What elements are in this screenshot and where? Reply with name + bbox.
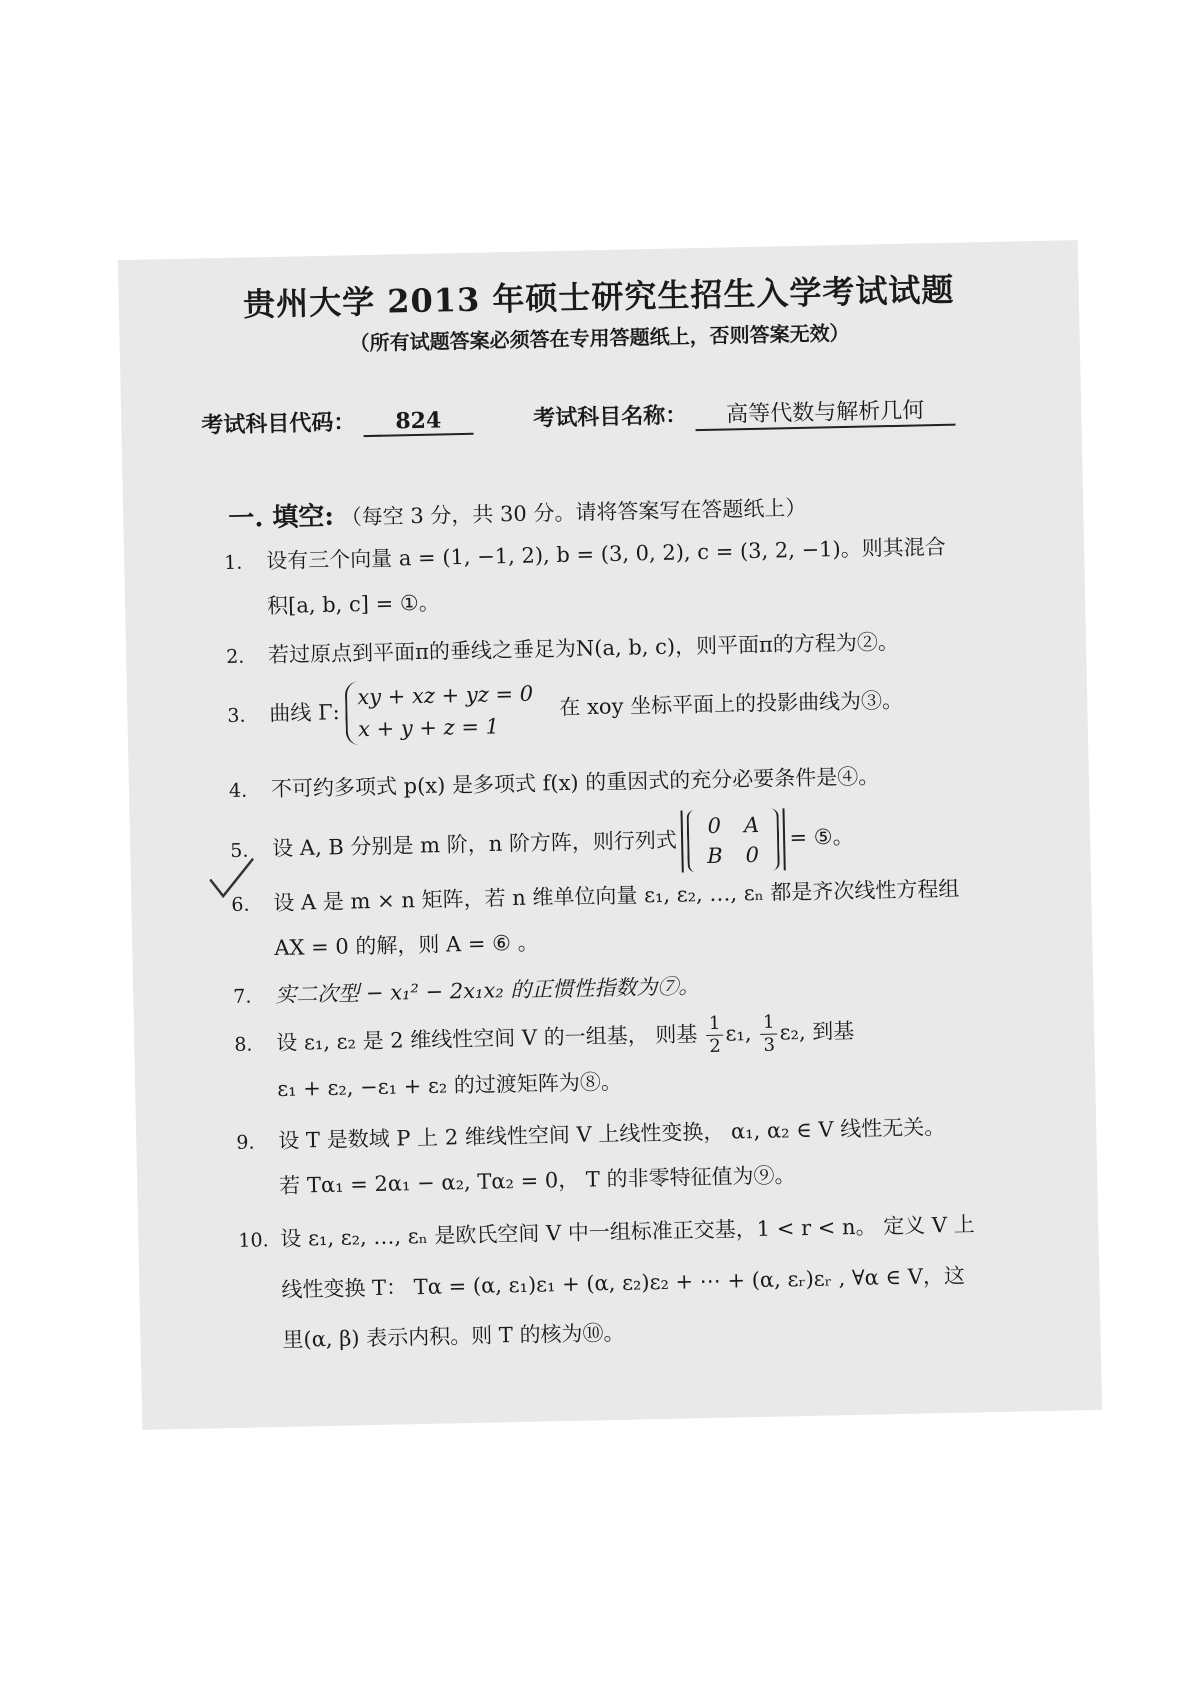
question-text: 若过原点到平面π的垂线之垂足为N(a, b, c)，则平面π的方程为②。 bbox=[267, 629, 900, 668]
question-text-cont: 积[a, b, c] = ①。 bbox=[266, 590, 440, 619]
question-number: 3. bbox=[227, 704, 246, 727]
exam-subtitle: （所有试题答案必须答在专用答题纸上，否则答案无效） bbox=[349, 320, 850, 356]
question-4 bbox=[229, 752, 1010, 813]
subject-code-label: 考试科目代码： bbox=[201, 409, 356, 439]
question-number: 2. bbox=[225, 645, 245, 668]
question-text: ε₁, bbox=[725, 1021, 752, 1046]
question-number: 1. bbox=[223, 551, 243, 575]
question-8 bbox=[234, 1006, 1016, 1112]
section-label: 一. 填空: bbox=[227, 501, 335, 534]
matrix-entry: A bbox=[743, 812, 760, 838]
fraction-denominator: 3 bbox=[763, 1034, 776, 1056]
question-number: 4. bbox=[228, 779, 248, 802]
section-note: （每空 3 分，共 30 分。请将答案写在答题纸上） bbox=[340, 495, 807, 530]
question-text: = ⑤。 bbox=[789, 824, 854, 850]
question-10 bbox=[238, 1202, 1021, 1363]
section-header bbox=[228, 486, 807, 535]
matrix-entry: 0 bbox=[745, 842, 760, 868]
exam-scan bbox=[118, 240, 1102, 1430]
question-text: ε₂, 到基 bbox=[779, 1018, 855, 1045]
question-number: 9. bbox=[236, 1131, 255, 1154]
question-text: 设 ε₁, ε₂ 是 2 维线性空间 V 的一组基， 则基 bbox=[276, 1022, 698, 1056]
question-number: 6. bbox=[231, 893, 250, 916]
fraction-numerator: 1 bbox=[706, 1013, 724, 1036]
question-text: 设 A, B 分别是 m 阶，n 阶方阵，则行列式 bbox=[271, 828, 678, 861]
question-text-cont: AX = 0 的解，则 A = ⑥ 。 bbox=[274, 930, 539, 961]
question-text: 设 T 是数域 P 上 2 维线性空间 V 上线性变换， α₁, α₂ ∈ V 线性无关。 bbox=[278, 1115, 946, 1154]
block-determinant bbox=[680, 808, 786, 872]
matrix-entry: B bbox=[706, 843, 723, 868]
question-number: 10. bbox=[238, 1229, 269, 1252]
matrix-entry: 0 bbox=[707, 813, 722, 838]
question-text: 设 ε₁, ε₂, …, εₙ 是欧氏空间 V 中一组标准正交基，1 < r < n。 定义 V 上 bbox=[280, 1212, 975, 1251]
fraction bbox=[760, 1012, 778, 1057]
question-text: 在 xoy 坐标平面上的投影曲线为③。 bbox=[559, 688, 904, 720]
subject-code-value: 824 bbox=[363, 407, 474, 437]
question-number: 8. bbox=[234, 1033, 253, 1056]
question-text: 设 A 是 m × n 矩阵，若 n 维单位向量 ε₁, ε₂, …, εₙ 都是齐次线性方程组 bbox=[273, 876, 960, 916]
check-mark-icon bbox=[208, 857, 257, 902]
equation-line: xy + xz + yz = 0 bbox=[357, 681, 534, 710]
equation-system bbox=[345, 677, 544, 745]
question-text: 设有三个向量 a = (1, −1, 2), b = (3, 0, 2), c = (3, 2, −1)。则其混合 bbox=[265, 534, 946, 574]
fraction-numerator: 1 bbox=[760, 1012, 778, 1035]
question-number: 7. bbox=[233, 985, 252, 1008]
fraction bbox=[706, 1013, 724, 1058]
exam-title: 贵州大学 2013 年硕士研究生招生入学考试试题 bbox=[242, 270, 955, 324]
question-number: 5. bbox=[230, 839, 249, 862]
question-9 bbox=[236, 1104, 1018, 1209]
fraction-denominator: 2 bbox=[709, 1035, 722, 1057]
subject-name-value: 高等代数与解析几何 bbox=[695, 393, 956, 431]
question-6 bbox=[231, 866, 1013, 971]
equation-line: x + y + z = 1 bbox=[357, 714, 500, 742]
question-text: 曲线 Γ: bbox=[269, 700, 340, 726]
question-text-cont: 若 Tα₁ = 2α₁ − α₂, Tα₂ = 0， T 的非零特征值为⑨。 bbox=[279, 1163, 796, 1199]
question-3 bbox=[227, 668, 1008, 748]
question-text-cont: 线性变换 T： Tα = (α, ε₁)ε₁ + (α, ε₂)ε₂ + ⋯ + (α, εᵣ)εᵣ , ∀α ∈ V，这 bbox=[281, 1263, 966, 1302]
subject-name-label: 考试科目名称： bbox=[533, 402, 688, 432]
question-text: 实二次型 − x₁² − 2x₁x₂ 的正惯性指数为⑦。 bbox=[275, 974, 700, 1008]
question-text-cont: ε₁ + ε₂, −ε₁ + ε₂ 的过渡矩阵为⑧。 bbox=[276, 1069, 623, 1102]
question-1 bbox=[224, 524, 1006, 629]
question-text-cont: 里(α, β) 表示内积。则 T 的核为⑩。 bbox=[282, 1320, 625, 1352]
subject-info-row bbox=[201, 391, 1042, 442]
question-text: 不可约多项式 p(x) 是多项式 f(x) 的重因式的充分必要条件是④。 bbox=[270, 764, 880, 802]
